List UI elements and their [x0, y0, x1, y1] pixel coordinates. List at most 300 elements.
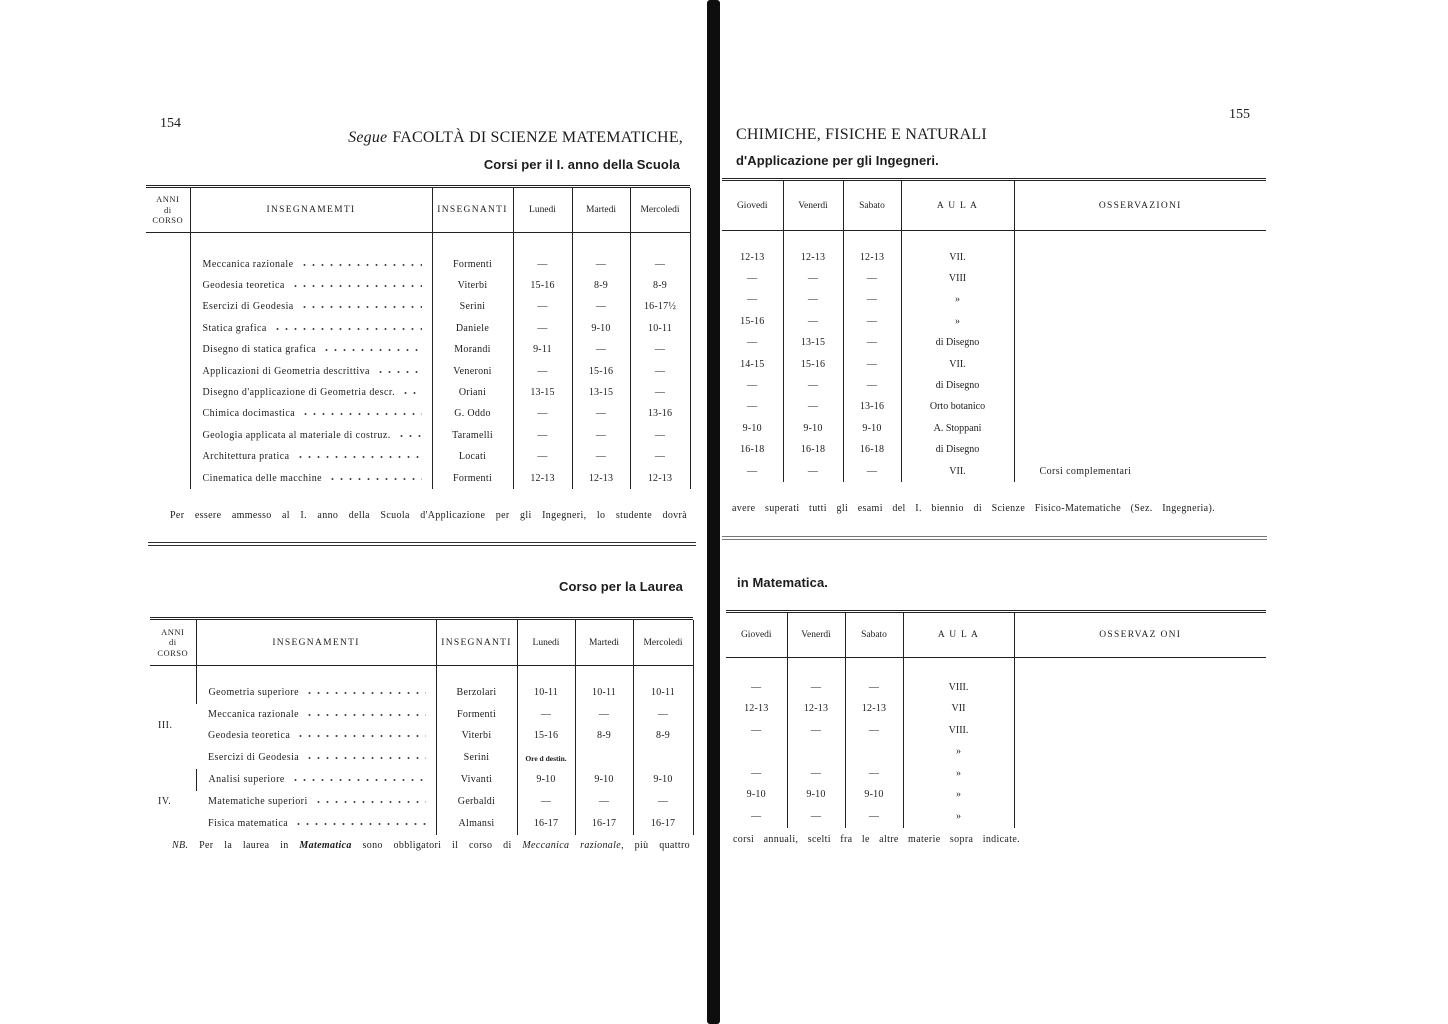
dot-leader [291, 778, 426, 782]
saturday-hours: 12-13 [843, 247, 901, 268]
classroom-cell: » [903, 785, 1014, 807]
course-line [203, 345, 426, 355]
friday-header: Venerdì [783, 181, 843, 231]
teacher-cell: Viterbi [436, 726, 517, 748]
course-line [208, 797, 430, 807]
years-header-word: di [168, 637, 177, 648]
gap-cell [845, 658, 903, 678]
course-line [203, 409, 426, 419]
table-row [722, 397, 1266, 418]
schedule-table [146, 188, 691, 489]
gap-cell [436, 666, 517, 683]
year-cell [146, 254, 190, 275]
saturday-hours: 9-10 [845, 785, 903, 807]
teacher-cell: Vivanti [436, 769, 517, 791]
notes-cell: Corsi complementari [1014, 461, 1266, 482]
left-page-heading [348, 129, 683, 147]
monday-hours: 9-10 [517, 769, 575, 791]
course-cell [190, 425, 432, 446]
dot-leader [305, 713, 426, 717]
saturday-hours: — [843, 268, 901, 289]
course-name: Cinematica delle macchine [202, 472, 323, 484]
course-name: Disegno di statica grafica [202, 344, 317, 356]
dot-leader [301, 412, 421, 416]
gap-cell [513, 233, 572, 255]
table-header-row [150, 620, 693, 666]
table-row [146, 318, 690, 339]
table-row [722, 418, 1266, 439]
teacher-cell: Morandi [432, 340, 513, 361]
wednesday-hours: 13-16 [630, 404, 690, 425]
friday-hours: — [787, 763, 845, 785]
footnote-text: Per la laurea in [188, 840, 300, 851]
classroom-cell: VIII [901, 268, 1014, 289]
wednesday-hours: — [630, 340, 690, 361]
table-row [722, 268, 1266, 289]
gap-cell [1014, 658, 1266, 678]
tuesday-header: Martedi [572, 188, 630, 233]
course-cell [196, 726, 436, 748]
tuesday-hours: — [575, 704, 633, 726]
course-cell [196, 791, 436, 813]
monday-header: Lunedi [517, 620, 575, 666]
monday-hours: — [513, 318, 572, 339]
classroom-cell: VII. [901, 247, 1014, 268]
gap-cell [787, 658, 845, 678]
course-name: Applicazioni di Geometria descrittiva [202, 365, 370, 377]
classroom-cell: VIII. [903, 677, 1014, 699]
classroom-cell: » [903, 742, 1014, 764]
footnote-2-left [172, 840, 690, 852]
gap-cell [630, 233, 690, 255]
course-cell [196, 769, 436, 791]
gap-cell [726, 658, 787, 678]
saturday-hours [845, 742, 903, 764]
year-cell [146, 275, 190, 296]
tuesday-hours: 9-10 [575, 769, 633, 791]
wednesday-hours: 16-17½ [630, 297, 690, 318]
course-name: Statica grafica [202, 322, 267, 334]
course-line [203, 281, 426, 291]
classroom-cell: » [901, 311, 1014, 332]
course-line [209, 775, 430, 785]
friday-hours: 16-18 [783, 440, 843, 461]
years-header-word: ANNI [156, 194, 180, 205]
table-row [722, 354, 1266, 375]
footnote-1-left: Per essere ammesso al I. anno della Scuola d'Applicazione per gli Ingegneri, lo studente dovrà [170, 510, 687, 521]
thursday-hours: 9-10 [746, 789, 766, 801]
year-label: IV. [158, 795, 172, 807]
teacher-cell: Almansi [436, 813, 517, 835]
saturday-hours: — [845, 720, 903, 742]
table-row [150, 704, 693, 726]
saturday-hours: 12-13 [845, 699, 903, 721]
table-row [722, 461, 1266, 482]
course-name: Geologia applicata al materiale di costruz. [202, 429, 391, 441]
section-divider-left [148, 542, 696, 546]
year-cell [146, 340, 190, 361]
table-row [146, 425, 690, 446]
course-cell [196, 682, 436, 704]
teacher-cell: Taramelli [432, 425, 513, 446]
monday-hours: Ore d destin. [517, 747, 575, 769]
thursday-hours: 9-10 [742, 422, 762, 434]
table-row [146, 275, 690, 296]
tuesday-hours: — [572, 425, 630, 446]
thursday-hours: — [747, 294, 758, 306]
classroom-cell: » [903, 806, 1014, 828]
gap-cell [146, 233, 190, 255]
monday-hours: 13-15 [513, 382, 572, 403]
right-page-number: 155 [1229, 107, 1250, 122]
year-cell [146, 447, 190, 468]
nb-label: NB. [172, 840, 189, 851]
saturday-hours: 16-18 [843, 440, 901, 461]
schedule-table [726, 613, 1266, 828]
wednesday-hours: — [630, 447, 690, 468]
wednesday-hours: — [633, 791, 693, 813]
dot-leader [322, 348, 421, 352]
dot-leader [294, 822, 425, 826]
classroom-cell: » [903, 763, 1014, 785]
dot-leader [296, 455, 422, 459]
classroom-cell: Orto botanico [901, 397, 1014, 418]
dot-leader [305, 691, 426, 695]
course-cell [190, 468, 432, 489]
table-row [726, 763, 1266, 785]
table-row [146, 340, 690, 361]
monday-hours: 15-16 [517, 726, 575, 748]
table-row [722, 375, 1266, 396]
tuesday-hours: 13-15 [572, 382, 630, 403]
dot-leader [273, 327, 422, 331]
gap-cell [150, 666, 196, 683]
tuesday-hours: 8-9 [575, 726, 633, 748]
notes-cell [1014, 763, 1266, 785]
tuesday-hours: — [575, 791, 633, 813]
tuesday-hours: — [572, 404, 630, 425]
monday-hours: 16-17 [517, 813, 575, 835]
friday-hours: 15-16 [783, 354, 843, 375]
course-line [203, 367, 426, 377]
years-header-word: CORSO [157, 647, 189, 658]
course-name: Matematiche superiori [208, 795, 308, 807]
wednesday-hours: 12-13 [630, 468, 690, 489]
gap-cell [517, 666, 575, 683]
table-row [722, 290, 1266, 311]
wednesday-hours: — [630, 425, 690, 446]
friday-hours: 9-10 [783, 418, 843, 439]
monday-hours: 15-16 [513, 275, 572, 296]
friday-hours: — [783, 397, 843, 418]
footnote-2-right: corsi annuali, scelti fra le altre materie sopra indicate. [733, 834, 1020, 845]
footnote-emphasis: Meccanica razionale [522, 840, 622, 851]
teacher-cell: G. Oddo [432, 404, 513, 425]
tuesday-hours: 15-16 [572, 361, 630, 382]
classroom-cell: VII. [901, 461, 1014, 482]
wednesday-hours: 9-10 [633, 769, 693, 791]
notes-cell [1014, 375, 1266, 396]
section-divider-right [722, 536, 1267, 540]
table-row [146, 382, 690, 403]
teacher-cell: Formenti [432, 254, 513, 275]
left-page-number: 154 [160, 116, 181, 131]
dot-leader [376, 370, 422, 374]
notes-cell [1014, 311, 1266, 332]
years-header-word: ANNI [161, 626, 185, 637]
friday-hours: — [783, 311, 843, 332]
friday-hours: — [783, 461, 843, 482]
course-line [208, 731, 430, 741]
header-gap-row [726, 658, 1266, 678]
year-cell [146, 297, 190, 318]
section-2-title-right: in Matematica. [737, 575, 828, 590]
tuesday-hours [575, 747, 633, 769]
friday-header: Venerdì [787, 613, 845, 658]
classroom-cell: di Disegno [901, 440, 1014, 461]
friday-hours: — [787, 677, 845, 699]
course-name: Fisica matematica [208, 817, 289, 829]
table-row [722, 311, 1266, 332]
saturday-hours: — [843, 354, 901, 375]
course-cell [190, 404, 432, 425]
table-row [726, 806, 1266, 828]
tuesday-hours: — [572, 254, 630, 275]
teacher-cell: Serini [432, 297, 513, 318]
saturday-hours: — [843, 290, 901, 311]
heading-text: FACOLTÀ DI SCIENZE MATEMATICHE, [392, 129, 683, 146]
friday-hours: — [783, 375, 843, 396]
course-name: Architettura pratica [202, 451, 290, 463]
tuesday-hours: 12-13 [572, 468, 630, 489]
thursday-hours: — [751, 810, 762, 822]
course-cell [196, 747, 436, 769]
wednesday-hours: 8-9 [633, 726, 693, 748]
year-cell [146, 382, 190, 403]
tuesday-hours: 8-9 [572, 275, 630, 296]
gap-cell [432, 233, 513, 255]
teacher-header: INSEGNANTI [436, 620, 517, 666]
wednesday-hours: — [633, 704, 693, 726]
footnote-text: , più quattro [621, 840, 690, 851]
friday-hours: — [783, 290, 843, 311]
table-row [726, 699, 1266, 721]
table-row [150, 769, 693, 791]
course-name: Meccanica razionale [202, 258, 294, 270]
course-cell [190, 254, 432, 275]
saturday-header: Sabato [843, 181, 901, 231]
monday-header: Lunedi [513, 188, 572, 233]
course-cell [190, 275, 432, 296]
notes-cell [1014, 742, 1266, 764]
years-header [150, 620, 196, 666]
years-header [146, 188, 190, 233]
teacher-cell: Serini [436, 747, 517, 769]
notes-cell [1014, 354, 1266, 375]
dot-leader [300, 305, 422, 309]
section-1-title-left: Corsi per il I. anno della Scuola [483, 157, 680, 172]
header-gap-row [722, 231, 1266, 248]
section-2-title-left: Corso per la Laurea [559, 579, 683, 594]
classroom-cell: VII [903, 699, 1014, 721]
friday-hours: 12-13 [783, 247, 843, 268]
schedule-table-1-left-half [146, 185, 690, 489]
teacher-cell: Viterbi [432, 275, 513, 296]
course-cell [190, 361, 432, 382]
dot-leader [314, 800, 426, 804]
table-row [722, 333, 1266, 354]
monday-hours: — [517, 704, 575, 726]
schedule-table-2-right-half [726, 610, 1266, 828]
monday-hours: 12-13 [513, 468, 572, 489]
gap-cell [903, 658, 1014, 678]
table-row [150, 791, 693, 813]
course-line [209, 688, 430, 698]
saturday-hours: — [843, 461, 901, 482]
table-row [150, 813, 693, 835]
schedule-table [722, 181, 1266, 482]
year-cell [146, 318, 190, 339]
course-cell [190, 382, 432, 403]
course-cell [190, 340, 432, 361]
notes-cell [1014, 397, 1266, 418]
course-line [208, 753, 430, 763]
table-row [146, 361, 690, 382]
notes-header: OSSERVAZ ONI [1014, 613, 1266, 658]
classroom-cell: A. Stoppani [901, 418, 1014, 439]
friday-hours: — [787, 720, 845, 742]
monday-hours: — [513, 447, 572, 468]
header-gap-row [150, 666, 693, 683]
friday-hours: 13-15 [783, 333, 843, 354]
table-body [146, 233, 690, 490]
thursday-hours [726, 742, 787, 764]
classroom-header: A U L A [903, 613, 1014, 658]
thursday-hours: — [751, 767, 762, 779]
wednesday-hours: — [630, 254, 690, 275]
gap-cell [633, 666, 693, 683]
course-name: Esercizi di Geodesia [208, 752, 300, 764]
dot-leader [300, 263, 422, 267]
table-body [150, 666, 693, 835]
course-name: Chimica docimastica [202, 408, 296, 420]
notes-cell [1014, 440, 1266, 461]
teacher-cell: Daniele [432, 318, 513, 339]
book-spine [707, 0, 720, 1024]
dot-leader [305, 756, 425, 760]
gap-cell [843, 231, 901, 248]
wednesday-hours: 10-11 [630, 318, 690, 339]
thursday-hours: 15-16 [740, 315, 765, 327]
monday-hours: — [517, 791, 575, 813]
year-label: III. [158, 719, 173, 731]
saturday-hours: — [843, 333, 901, 354]
course-line [203, 302, 426, 312]
thursday-hours: 14-15 [740, 358, 765, 370]
tuesday-hours: 9-10 [572, 318, 630, 339]
teacher-cell: Gerbaldi [436, 791, 517, 813]
footnote-1-right: avere superati tutti gli esami del I. biennio di Scienze Fisico-Matematiche (Sez. Ingegneria). [732, 503, 1215, 514]
notes-cell [1014, 785, 1266, 807]
table-row [146, 297, 690, 318]
friday-hours [787, 742, 845, 764]
tuesday-hours: — [572, 297, 630, 318]
saturday-hours: — [843, 311, 901, 332]
gap-cell [901, 231, 1014, 248]
footnote-text: sono obbligatori il corso di [351, 840, 523, 851]
course-line [203, 324, 426, 334]
monday-hours: — [513, 425, 572, 446]
monday-hours: — [513, 404, 572, 425]
course-cell [196, 813, 436, 835]
teacher-cell: Berzolari [436, 682, 517, 704]
table-row [726, 785, 1266, 807]
table-row [722, 247, 1266, 268]
thursday-hours: 16-18 [740, 444, 765, 456]
thursday-header: Giovedi [726, 613, 787, 658]
years-header-word: di [163, 204, 172, 215]
dot-leader [397, 434, 422, 438]
classroom-cell: VIII. [903, 720, 1014, 742]
saturday-hours: 13-16 [843, 397, 901, 418]
table-row [150, 726, 693, 748]
thursday-hours: — [751, 724, 762, 736]
monday-hours: — [513, 254, 572, 275]
table-row [146, 447, 690, 468]
schedule-table-2-left-half [150, 617, 693, 835]
teacher-cell: Veneroni [432, 361, 513, 382]
tuesday-header: Martedi [575, 620, 633, 666]
course-name: Analisi superiore [208, 774, 285, 786]
tuesday-hours: — [572, 340, 630, 361]
table-header-row [722, 181, 1266, 231]
tuesday-hours: 16-17 [575, 813, 633, 835]
friday-hours: — [787, 806, 845, 828]
wednesday-hours: 10-11 [633, 682, 693, 704]
course-name: Esercizi di Geodesia [202, 301, 294, 313]
course-header: INSEGNAMEMTI [190, 188, 432, 233]
notes-cell [1014, 290, 1266, 311]
dot-leader [401, 391, 421, 395]
tuesday-hours: 10-11 [575, 682, 633, 704]
wednesday-hours: 16-17 [633, 813, 693, 835]
saturday-hours: — [845, 763, 903, 785]
monday-hours: 9-11 [513, 340, 572, 361]
tuesday-hours: — [572, 447, 630, 468]
gap-cell [196, 666, 436, 683]
table-row [726, 720, 1266, 742]
notes-cell [1014, 333, 1266, 354]
heading-prefix: Segue [348, 129, 388, 146]
course-line [208, 819, 430, 829]
course-header: INSEGNAMENTI [196, 620, 436, 666]
header-gap-row [146, 233, 690, 255]
dot-leader [291, 284, 422, 288]
saturday-hours: 9-10 [843, 418, 901, 439]
table-row [146, 404, 690, 425]
friday-hours: — [783, 268, 843, 289]
thursday-hours: 12-13 [740, 251, 765, 263]
saturday-header: Sabato [845, 613, 903, 658]
gap-cell [722, 231, 783, 248]
thursday-hours: — [747, 273, 758, 285]
teacher-header: INSEGNANTI [432, 188, 513, 233]
footnote-emphasis: Matematica [299, 840, 352, 851]
wednesday-hours: — [630, 382, 690, 403]
year-cell [146, 425, 190, 446]
teacher-cell: Formenti [436, 704, 517, 726]
wednesday-hours: 8-9 [630, 275, 690, 296]
